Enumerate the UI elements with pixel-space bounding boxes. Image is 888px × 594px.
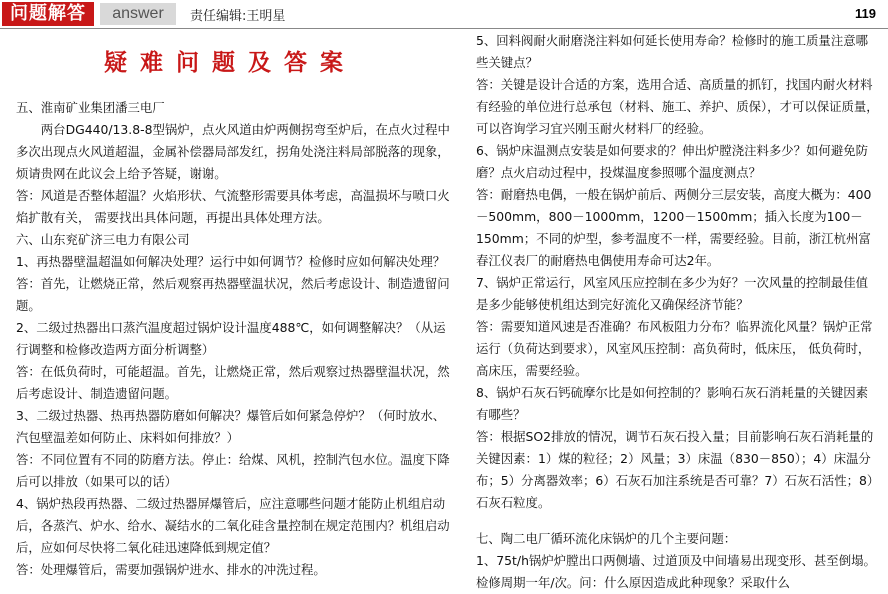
paragraph-gap [476, 514, 880, 528]
paragraph: 4、锅炉热段再热器、二级过热器屏爆管后，应注意哪些问题才能防止机组启动后，各蒸汽、炉水、给水、凝结水的二氧化硅含量控制在规定范围内？机组启动后，应如何尽快将二氧化硅迅速降低到规定值？ [16, 496, 450, 555]
paragraph: 六、山东兖矿济三电力有限公司 [16, 232, 190, 247]
left-column [16, 97, 452, 581]
header-divider [0, 28, 888, 29]
section-sub-label: answer [100, 3, 176, 25]
paragraph: 答：在低负荷时，可能超温。首先，让燃烧正常，然后观察过热器壁温状况，然后考虑设计、制造遗留问题。 [16, 364, 450, 401]
paragraph: 答：耐磨热电偶，一般在锅炉前后、两侧分三层安装，高度大概为：400－500mm，800－1000mm，1200－1500mm；插入长度为100－150mm；不同的炉型，参考温度不一样，需要经验。目前，浙江杭州富春江仪表厂的耐磨热电偶使用寿命可达2年。 [476, 187, 872, 268]
section-badge: 问题解答 [2, 2, 94, 26]
paragraph: 1、75t/h锅炉炉膛出口两侧墙、过道顶及中间墙易出现变形、甚至倒塌。检修周期一年/次。问：什么原因造成此种现象？采取什么 [476, 553, 876, 590]
paragraph: 五、淮南矿业集团潘三电厂 [16, 100, 165, 115]
paragraph: 答：不同位置有不同的防磨方法。停止：给煤、风机，控制汽包水位。温度下降后可以排放（如果可以的话） [16, 452, 450, 489]
paragraph: 七、陶二电厂循环流化床锅炉的几个主要问题： [476, 531, 737, 546]
paragraph: 答：关键是设计合适的方案，选用合适、高质量的抓钉，找国内耐火材料有经验的单位进行总承包（材料、施工、养护、质保），才可以保证质量，可以咨询学习宜兴刚玉耐火材料厂的经验。 [476, 77, 879, 136]
paragraph: 答：风道是否整体超温？火焰形状、气流整形需要具体考虑，高温损坏与喷口火焰扩散有关， 需要找出具体问题，再提出具体处理方法。 [16, 188, 450, 225]
paragraph: 1、再热器壁温超温如何解决处理？运行中如何调节？检修时应如何解决处理？ [16, 254, 446, 269]
article-title: 疑难问题及答案 [104, 50, 356, 76]
paragraph: 2、二级过热器出口蒸汽温度超过锅炉设计温度488℃，如何调整解决？（从运行调整和检修改造两方面分析调整） [16, 320, 446, 357]
paragraph: 答：需要知道风速是否准确？布风板阻力分布？临界流化风量？锅炉正常运行（负荷达到要求），风室风压控制：高负荷时，低床压， 低负荷时，高床压，需要经验。 [476, 319, 873, 378]
paragraph: 答：根据SO2排放的情况，调节石灰石投入量；目前影响石灰石消耗量的关键因素：1）煤的粒径；2）风量；3）床温（830－850）；4）床温分布；5）分离器效率；6）石灰石加注系统是否可靠？7）石灰石活性；8）石灰石粒度。 [476, 429, 880, 510]
page-number: 119 [855, 6, 876, 21]
paragraph: 答：处理爆管后，需要加强锅炉进水、排水的冲洗过程。 [16, 562, 326, 577]
right-column [476, 30, 880, 594]
paragraph: 答：首先，让燃烧正常，然后观察再热器壁温状况，然后考虑设计、制造遗留问题。 [16, 276, 450, 313]
editor-credit: 责任编辑:王明星 [190, 9, 286, 24]
paragraph: 两台DG440/13.8-8型锅炉，点火风道由炉两侧拐弯至炉后，在点火过程中多次出现点火风道超温，金属补偿器局部发红，拐角处浇注料局部脱落的现象，烦请贵网在此议会上给予答疑，谢谢。 [16, 122, 450, 181]
paragraph: 6、锅炉床温测点安装是如何要求的？伸出炉膛浇注料多少？如何避免防磨？点火启动过程中，投煤温度参照哪个温度测点？ [476, 143, 868, 180]
page-header [0, 0, 888, 30]
paragraph: 8、锅炉石灰石钙硫摩尔比是如何控制的？影响石灰石消耗量的关键因素有哪些？ [476, 385, 868, 422]
paragraph: 5、回料阀耐火耐磨浇注料如何延长使用寿命？检修时的施工质量注意哪些关键点？ [476, 33, 868, 70]
paragraph: 7、锅炉正常运行，风室风压应控制在多少为好？一次风量的控制最佳值是多少能够使机组达到完好流化又确保经济节能？ [476, 275, 868, 312]
paragraph: 3、二级过热器、热再热器防磨如何解决？爆管后如何紧急停炉？（何时放水、汽包壁温差如何防止、床料如何排放？） [16, 408, 446, 445]
